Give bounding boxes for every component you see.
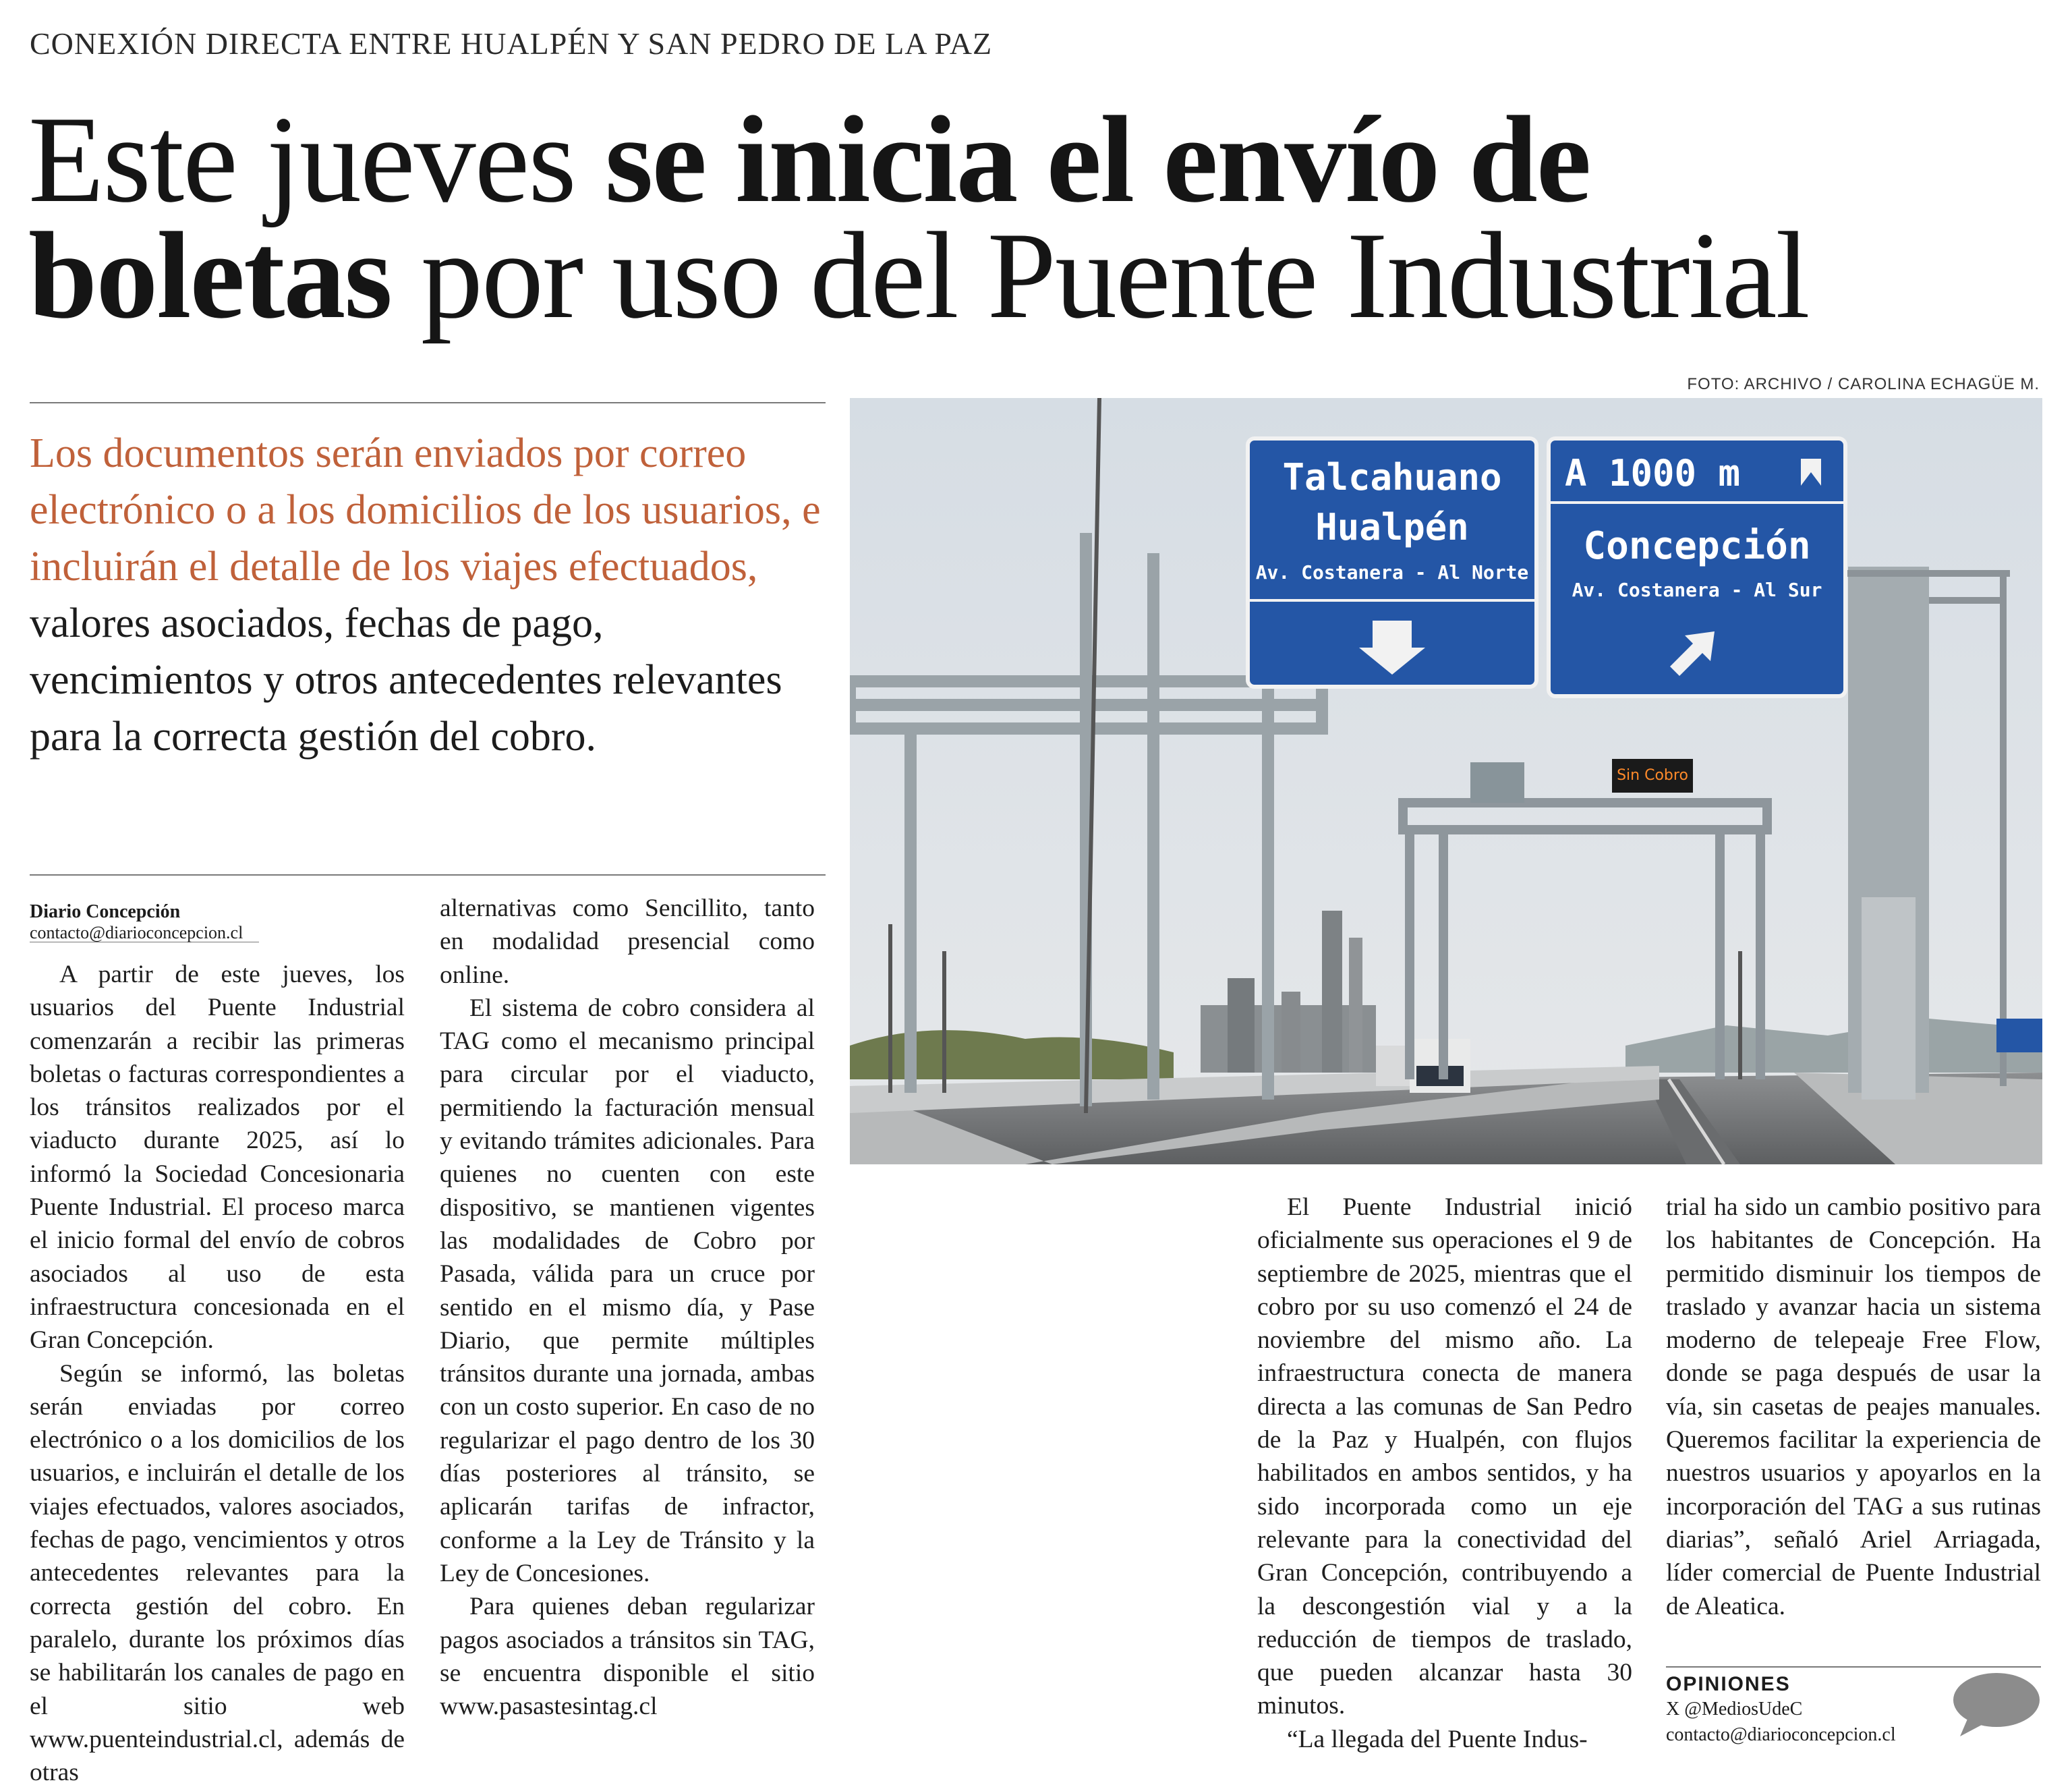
opinions-x-handle: X @MediosUdeC [1666,1699,1803,1720]
headline-part-1: Este jueves [28,90,605,228]
divider [30,402,826,403]
body-column-1 [30,958,405,1789]
kicker: CONEXIÓN DIRECTA ENTRE HUALPÉN Y SAN PEDRO DE LA PAZ [30,26,993,61]
sign-left-line-3: Av. Costanera - Al Norte [1255,561,1529,584]
opinions-divider [1666,1666,2041,1668]
body-paragraph: El Puente Industrial inició oficialmente sus operaciones el 9 de septiembre de 2025, mientras que el cobro por su uso comenzó el 24 de noviembre del mismo año. La infraestructura conecta de manera directa a las comunas de San Pedro de la Paz y Hualpén, con flujos habilitados en ambos sentidos, y ha sido incorporada como un eje relevante para la conectividad del Gran Concepción, contribuyendo a la descongestión vial y a la reducción de tiempos de traslado, que pueden alcanzar hasta 30 minutos. [1257,1193,1632,1720]
body-column-3 [1257,1191,1632,1756]
lead-highlight: Los documentos serán enviados por correo electrónico o a los domicilios de los usuarios, e incluirán el detalle de los viajes efectuados, [30,430,821,590]
vms-text: Sin Cobro [1617,767,1688,784]
headline [28,90,2038,344]
photo-credit: FOTO: ARCHIVO / CAROLINA ECHAGÜE M. [1687,375,2040,393]
lead-rest: valores asociados, fechas de pago, vencimientos y otros antecedentes relevantes para la correcta gestión del cobro. [30,600,782,760]
speech-bubble-icon [1948,1670,2042,1738]
body-paragraph: alternativas como Sencillito, tanto en modalidad presencial como online. [440,895,815,989]
sign-right-line-2: Concepción [1583,524,1811,568]
headline-part-2: se inicia el envío de [604,90,1590,228]
sign-left-line-2: Hualpén [1315,506,1469,548]
bridge-photo-illustration [850,398,2042,1164]
article-photo [850,398,2042,1164]
headline-part-3: boletas [28,206,391,344]
opinions-email: contacto@diarioconcepcion.cl [1666,1724,1896,1745]
opinions-title: OPINIONES [1666,1673,1791,1695]
body-column-4 [1666,1191,2041,1623]
lead-paragraph [30,425,826,765]
byline-name: Diario Concepción [30,901,181,922]
body-column-2 [440,892,815,1723]
sign-right-line-3: Av. Costanera - Al Sur [1572,579,1822,601]
divider [30,874,826,876]
byline-email: contacto@diarioconcepcion.cl [30,923,243,942]
body-paragraph: A partir de este jueves, los usuarios del Puente Industrial comenzarán a recibir las primeras boletas o facturas correspondientes a los tránsitos realizados por el viaducto durante 2025, así lo informó la Sociedad Concesionaria Puente Industrial. El proceso marca el inicio formal del envío de cobros asociados al uso de esta infraestructura concesionada en el Gran Concepción. [30,961,405,1355]
sign-left-line-1: Talcahuano [1282,456,1502,499]
body-paragraph: trial ha sido un cambio positivo para los habitantes de Concepción. Ha permitido disminuir los tiempos de traslado y avanzar hacia un sistema moderno de telepeaje Free Flow, donde se paga después de usar la vía, sin casetas de peajes manuales. Queremos facilitar la experiencia de nuestros usuarios y apoyarlos en la incorporación del TAG a sus rutinas diarias”, señaló Ariel Arriagada, líder comercial de Puente Industrial de Aleatica. [1666,1193,2041,1620]
headline-part-4: por uso del Puente Industrial [391,206,1809,344]
body-paragraph: Para quienes deban regularizar pagos asociados a tránsitos sin TAG, se encuentra disponible el sitio www.pasastesintag.cl [440,1593,815,1721]
body-paragraph: Según se informó, las boletas serán enviadas por correo electrónico o a los domicilios de los usuarios, e incluirán el detalle de los viajes efectuados, valores asociados, fechas de pago, vencimientos y otros antecedentes relevantes para la correcta gestión del cobro. En paralelo, durante los próximos días se habilitarán los canales de pago en el sitio web www.puenteindustrial.cl, además de otras [30,1359,405,1787]
body-paragraph: “La llegada del Puente Indus- [1287,1725,1588,1753]
body-paragraph: El sistema de cobro considera al TAG como el mecanismo principal para circular por el viaducto, permitiendo la facturación mensual y evitando trámites adicionales. Para quienes no cuenten con este dispositivo, se mantienen vigentes las modalidades de Cobro por Pasada, válida para un cruce por sentido en el mismo día, y Pase Diario, que permite múltiples tránsitos durante una jornada, ambas con un costo superior. En caso de no regularizar el pago dentro de los 30 días posteriores al tránsito, se aplicarán tarifas de infractor, conforme a la Ley de Tránsito y la Ley de Concesiones. [440,994,815,1587]
sign-right-line-1: A 1000 m [1564,452,1741,494]
